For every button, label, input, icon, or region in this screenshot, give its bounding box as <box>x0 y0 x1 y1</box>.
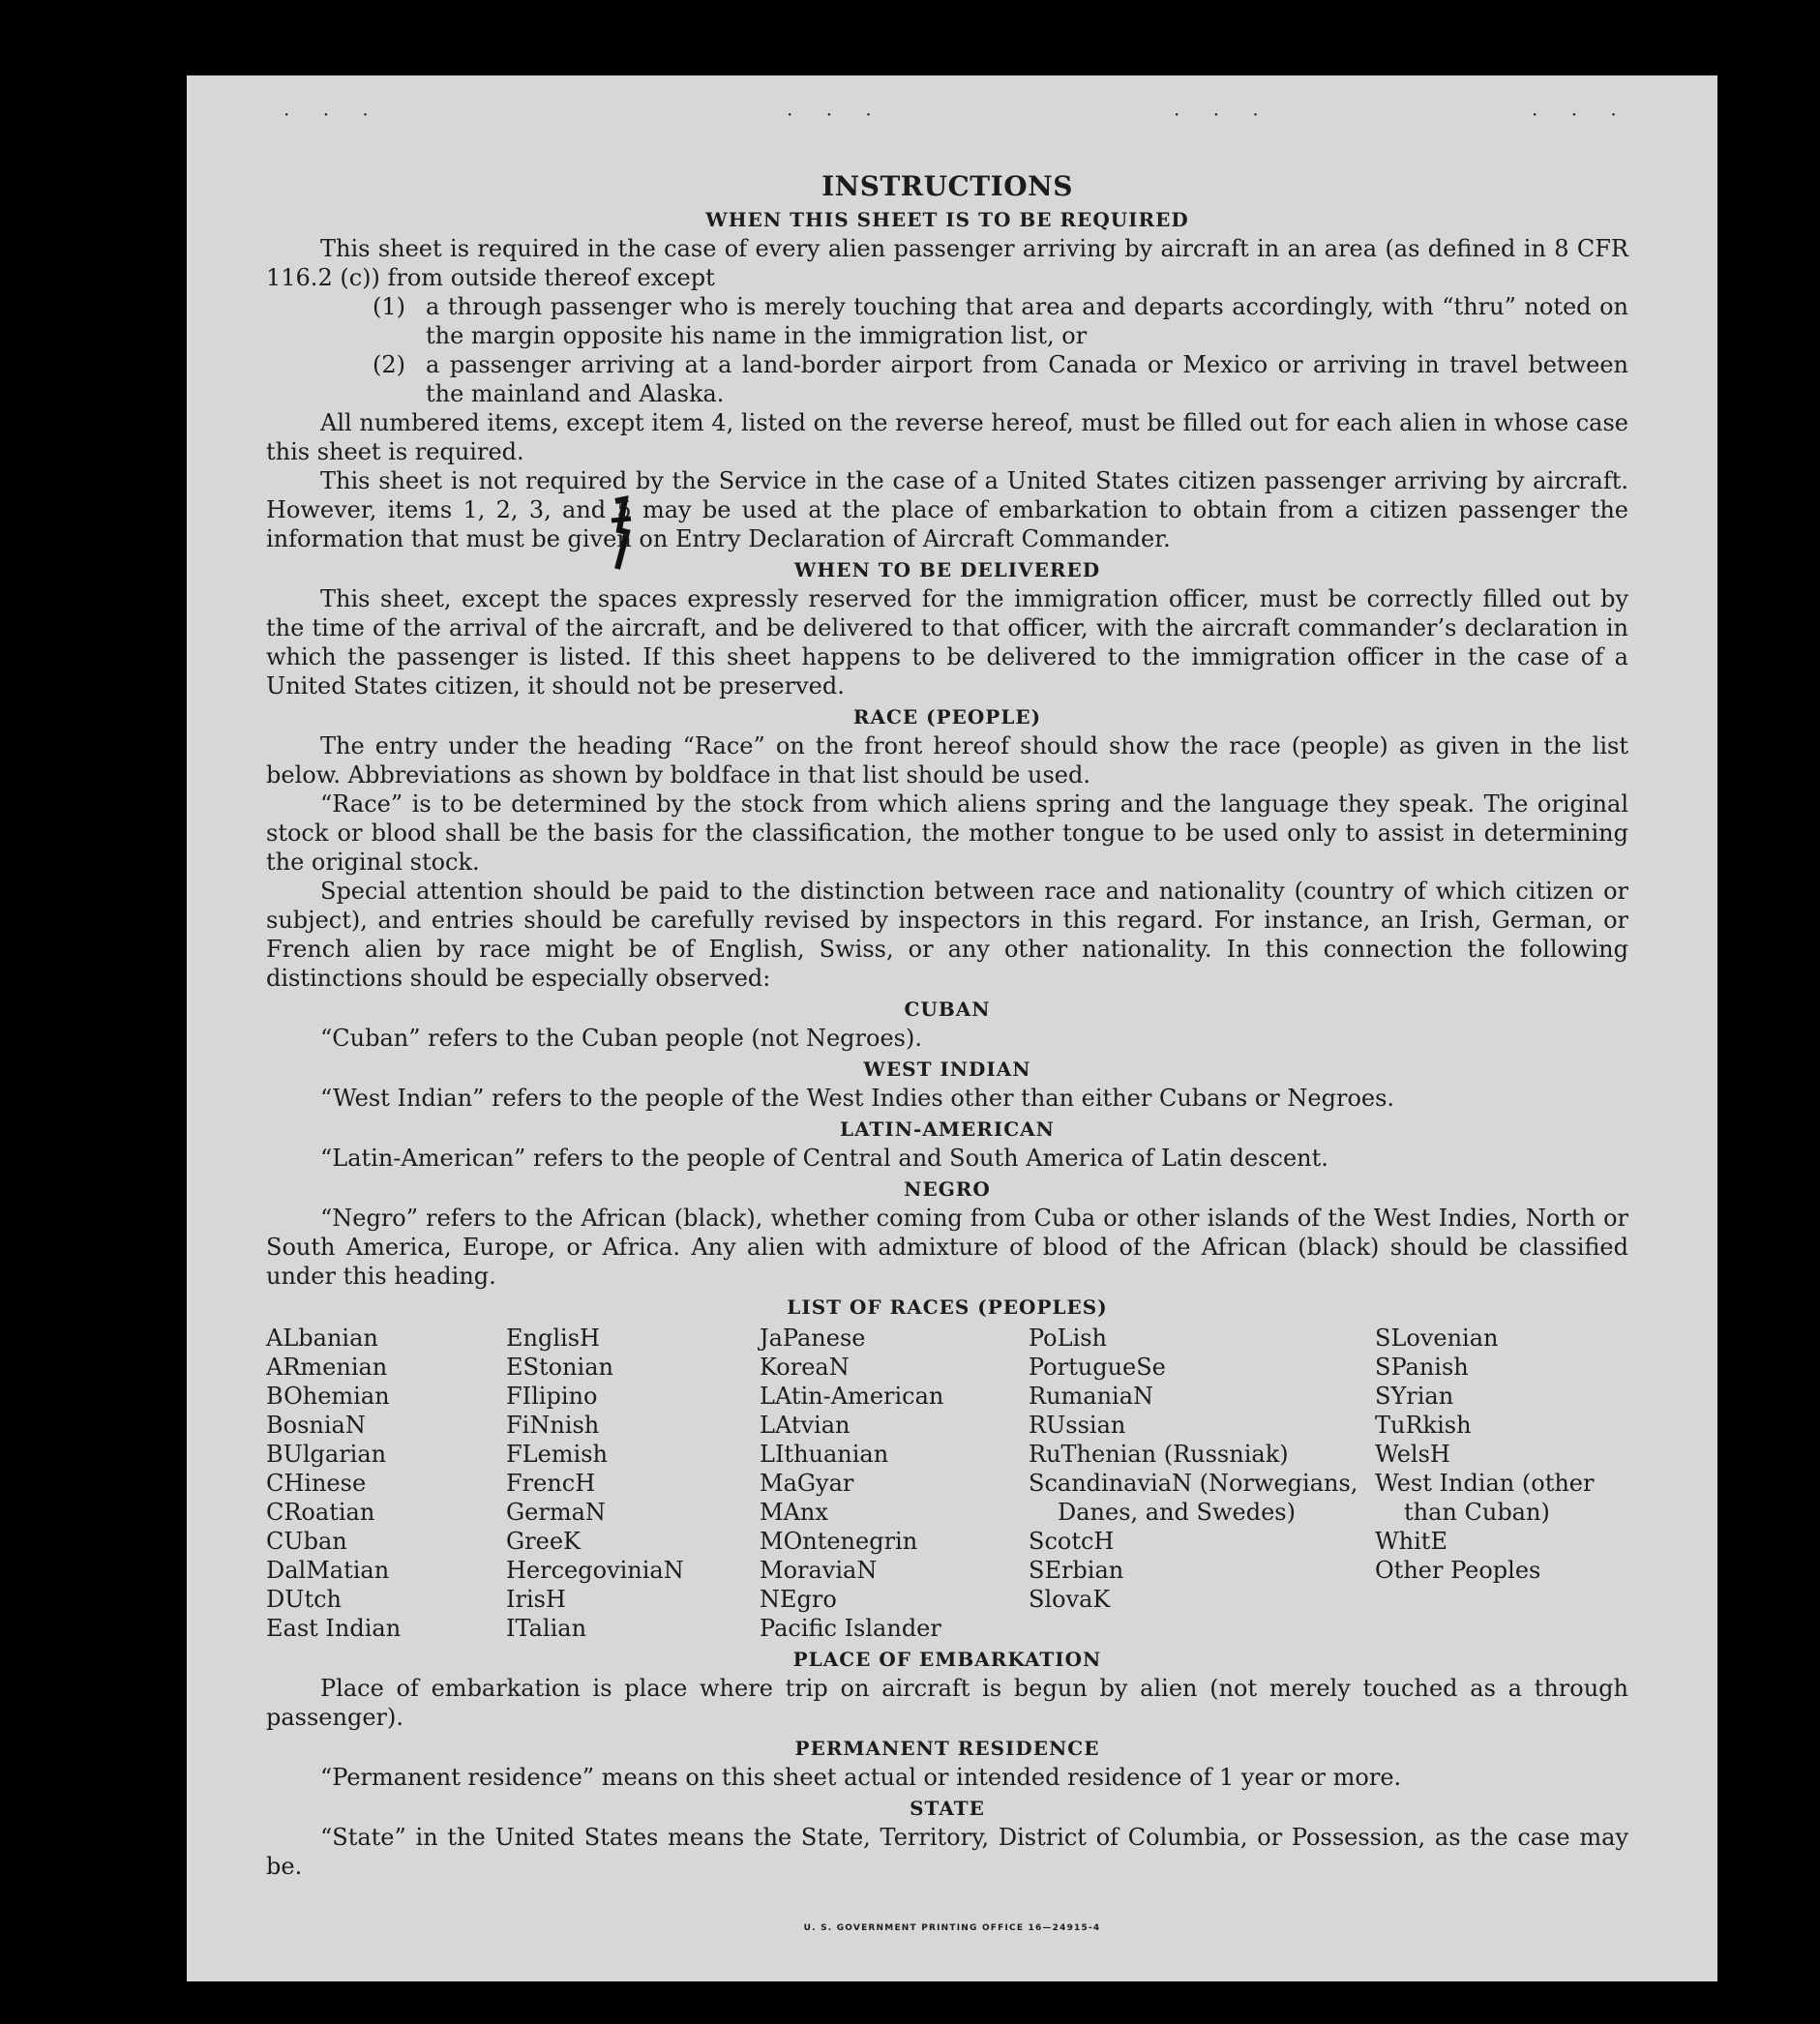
race-entry: GreeK <box>506 1528 581 1555</box>
race-entry: FrencH <box>506 1470 596 1497</box>
race-entry: ARmenian <box>266 1354 388 1381</box>
race-entry: PoLish <box>1029 1325 1108 1352</box>
race-entry: IrisH <box>506 1586 566 1613</box>
exception-item <box>373 350 1628 408</box>
citizen-paragraph: This sheet is not required by the Service in the case of a United States citizen passenger arriving by aircraft. However, items 1, 2, 3, and 5 may be used at the place of embarkation to obtain from a citizen passenger the information that must be given on Entry Declaration of Aircraft Commander. <box>266 467 1628 552</box>
race-entry: RUssian <box>1029 1412 1126 1439</box>
heading-place-of-embarkation: PLACE OF EMBARKATION <box>792 1648 1102 1671</box>
race-entry: TuRkish <box>1375 1412 1472 1439</box>
exception-item-number: (2) <box>373 351 405 378</box>
race-entry: KoreaN <box>760 1354 850 1381</box>
race-entry: WhitE <box>1375 1528 1447 1555</box>
race-paragraph-3: Special attention should be paid to the distinction between race and nationality (country of which citizen or subject), and entries should be carefully revised by inspectors in this regard. For instance, an Irish, German, or French alien by race might be of English, Swiss, or any other nationality. In this connection the following distinctions should be especially observed: <box>266 878 1628 992</box>
race-entry: EStonian <box>506 1354 613 1381</box>
exception-item-text: a passenger arriving at a land-border airport from Canada or Mexico or arriving in travel between the mainland and Alaska. <box>426 351 1628 407</box>
heading-race: RACE (PEOPLE) <box>852 705 1042 729</box>
race-entry: HercegoviniaN <box>506 1557 684 1584</box>
exception-item-text: a through passenger who is merely touching that area and departs accordingly, with “thru” noted on the margin opposite his name in the immigration list, or <box>426 293 1628 349</box>
race-paragraph-2: “Race” is to be determined by the stock from which aliens spring and the language they speak. The original stock or blood shall be the basis for the classification, the mother tongue to be used only to assist in determining the original stock. <box>266 790 1628 876</box>
state-text: “State” in the United States means the State, Territory, District of Columbia, or Possession, as the case may be. <box>266 1824 1628 1880</box>
race-entry: PortugueSe <box>1029 1354 1166 1381</box>
scan-marks: · · · <box>1174 103 1272 126</box>
race-entry: SErbian <box>1029 1557 1124 1584</box>
race-entry: Other Peoples <box>1375 1557 1541 1584</box>
race-entry: FiNnish <box>506 1412 600 1439</box>
heading-list-of-races: LIST OF RACES (PEOPLES) <box>787 1295 1108 1319</box>
printing-office-footer: U. S. GOVERNMENT PRINTING OFFICE 16—24915-4 <box>803 1923 1101 1933</box>
race-entry: ScandinaviaN (Norwegians, Danes, and Swedes) <box>1029 1470 1358 1526</box>
race-entry: LIthuanian <box>760 1441 889 1468</box>
race-paragraph-1: The entry under the heading “Race” on the front hereof should show the race (people) as given in the list below. Abbreviations as shown by boldface in that list should be used. <box>266 732 1628 789</box>
heading-negro: NEGRO <box>904 1177 991 1201</box>
scan-marks: · · · <box>1532 103 1630 126</box>
race-entry: ScotcH <box>1029 1528 1115 1555</box>
races-column <box>1375 1324 1628 1643</box>
race-entry: ALbanian <box>266 1325 378 1352</box>
races-column <box>1029 1324 1375 1643</box>
races-column <box>266 1324 506 1643</box>
race-entry: BosniaN <box>266 1412 366 1439</box>
race-entry: MAnx <box>760 1499 828 1526</box>
scan-marks: · · · <box>787 103 885 126</box>
race-entry: DalMatian <box>266 1557 390 1584</box>
race-entry: WelsH <box>1375 1441 1450 1468</box>
cuban-text: “Cuban” refers to the Cuban people (not Negroes). <box>320 1025 922 1052</box>
races-list <box>266 1324 1628 1643</box>
instructions-content <box>266 172 1628 1881</box>
races-column <box>506 1324 760 1643</box>
race-entry: LAtin-American <box>760 1383 944 1410</box>
place-of-embarkation-text: Place of embarkation is place where trip on aircraft is begun by alien (not merely touched as a through passenger). <box>266 1675 1628 1731</box>
heading-when-required: WHEN THIS SHEET IS TO BE REQUIRED <box>705 208 1189 231</box>
race-entry: NEgro <box>760 1586 837 1613</box>
race-entry: CRoatian <box>266 1499 375 1526</box>
race-entry: SLovenian <box>1375 1325 1499 1352</box>
race-entry: West Indian (other than Cuban) <box>1375 1470 1595 1526</box>
west-indian-text: “West Indian” refers to the people of the West Indies other than either Cubans or Negroes. <box>320 1085 1395 1112</box>
heading-state: STATE <box>910 1797 985 1820</box>
race-entry: FIlipino <box>506 1383 598 1410</box>
race-entry: BOhemian <box>266 1383 390 1410</box>
race-entry: SYrian <box>1375 1383 1454 1410</box>
heading-west-indian: WEST INDIAN <box>863 1057 1031 1081</box>
page-title: INSTRUCTIONS <box>821 170 1073 202</box>
race-entry: FLemish <box>506 1441 608 1468</box>
race-entry: RumaniaN <box>1029 1383 1154 1410</box>
numbered-items-paragraph: All numbered items, except item 4, listed on the reverse hereof, must be filled out for each alien in whose case this sheet is required. <box>266 409 1628 465</box>
race-entry: ITalian <box>506 1615 587 1642</box>
heading-when-delivered: WHEN TO BE DELIVERED <box>793 558 1101 581</box>
race-entry: East Indian <box>266 1615 402 1642</box>
race-entry: GermaN <box>506 1499 606 1526</box>
exception-item <box>373 292 1628 350</box>
race-entry: CHinese <box>266 1470 367 1497</box>
race-entry: CUban <box>266 1528 347 1555</box>
race-entry: Pacific Islander <box>760 1615 941 1642</box>
race-entry: MOntenegrin <box>760 1528 918 1555</box>
latin-american-text: “Latin-American” refers to the people of Central and South America of Latin descent. <box>320 1145 1328 1172</box>
exception-item-number: (1) <box>373 293 405 320</box>
heading-permanent-residence: PERMANENT RESIDENCE <box>794 1737 1100 1760</box>
race-entry: LAtvian <box>760 1412 850 1439</box>
scan-marks: · · · <box>283 103 382 126</box>
races-column <box>760 1324 1029 1643</box>
document-page <box>187 75 1717 1981</box>
race-entry: DUtch <box>266 1586 343 1613</box>
race-entry: RuThenian (Russniak) <box>1029 1441 1289 1468</box>
heading-cuban: CUBAN <box>904 997 991 1021</box>
race-entry: BUlgarian <box>266 1441 387 1468</box>
when-delivered-text: This sheet, except the spaces expressly reserved for the immigration officer, must be correctly filled out by the time of the arrival of the aircraft, and be delivered to that officer, with the aircraft commander’s declaration in which the passenger is listed. If this sheet happens to be delivered to the immigration officer in the case of a United States citizen, it should not be preserved. <box>266 585 1628 699</box>
race-entry: MaGyar <box>760 1470 854 1497</box>
when-required-intro: This sheet is required in the case of every alien passenger arriving by aircraft in an area (as defined in 8 CFR 116.2 (c)) from outside thereof except <box>266 235 1628 291</box>
permanent-residence-text: “Permanent residence” means on this sheet actual or intended residence of 1 year or more. <box>320 1764 1402 1791</box>
negro-text: “Negro” refers to the African (black), whether coming from Cuba or other islands of the West Indies, North or South America, Europe, or Africa. Any alien with admixture of blood of the African (black) should be classified under this heading. <box>266 1205 1628 1290</box>
race-entry: JaPanese <box>760 1325 866 1352</box>
heading-latin-american: LATIN-AMERICAN <box>840 1117 1055 1141</box>
race-entry: EnglisH <box>506 1325 600 1352</box>
race-entry: SPanish <box>1375 1354 1469 1381</box>
race-entry: MoraviaN <box>760 1557 878 1584</box>
race-entry: SlovaK <box>1029 1586 1111 1613</box>
